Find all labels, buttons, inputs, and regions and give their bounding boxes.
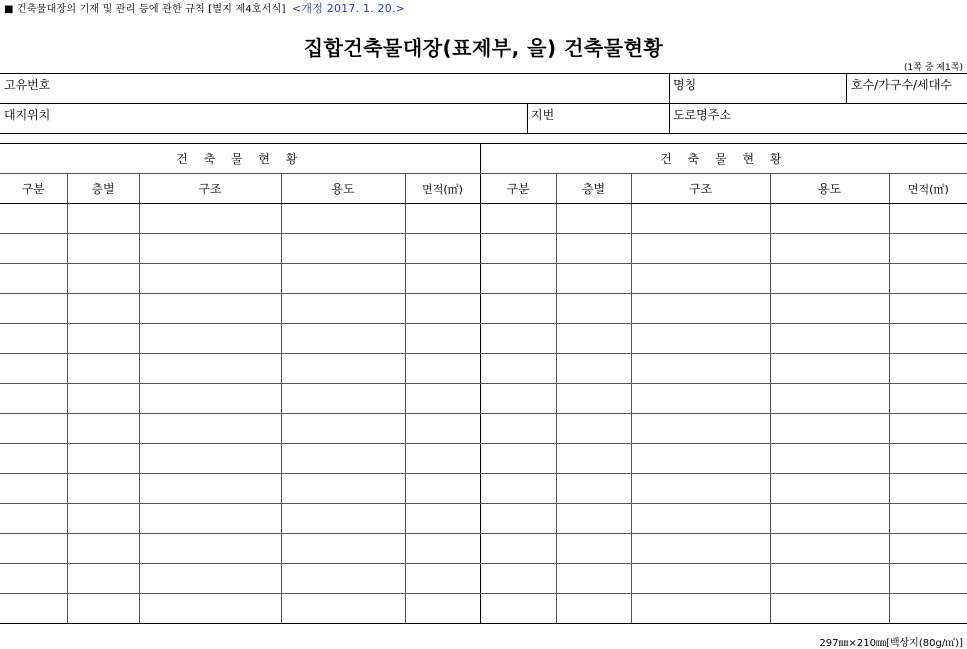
header-top-border xyxy=(0,73,967,74)
table-cell[interactable] xyxy=(405,324,480,354)
table-row xyxy=(0,564,967,594)
table-row xyxy=(0,504,967,534)
table-cell[interactable] xyxy=(770,204,889,234)
table-cell[interactable] xyxy=(889,414,967,444)
table-cell[interactable] xyxy=(0,564,67,594)
table-cell[interactable] xyxy=(889,474,967,504)
lot-number-label: 지번 xyxy=(531,108,555,122)
table-cell[interactable] xyxy=(139,204,281,234)
table-cell[interactable] xyxy=(556,354,631,384)
table-cell[interactable] xyxy=(770,384,889,414)
page-count: (1쪽 중 제1쪽) xyxy=(904,63,963,73)
table-cell[interactable] xyxy=(139,354,281,384)
table-cell[interactable] xyxy=(480,504,556,534)
col-use-left: 용도 xyxy=(281,174,405,204)
table-cell[interactable] xyxy=(889,534,967,564)
table-cell[interactable] xyxy=(67,594,139,624)
table-cell[interactable] xyxy=(889,324,967,354)
col-floor-right: 층별 xyxy=(556,174,631,204)
table-cell[interactable] xyxy=(631,264,770,294)
table-cell[interactable] xyxy=(631,294,770,324)
table-cell[interactable] xyxy=(556,204,631,234)
table-cell[interactable] xyxy=(281,204,405,234)
table-cell[interactable] xyxy=(770,534,889,564)
table-cell[interactable] xyxy=(281,504,405,534)
table-cell[interactable] xyxy=(0,504,67,534)
section-title-right: 건 축 물 현 황 xyxy=(480,144,967,174)
table-cell[interactable] xyxy=(556,414,631,444)
table-cell[interactable] xyxy=(0,384,67,414)
divider-lot xyxy=(527,103,528,133)
table-cell[interactable] xyxy=(631,444,770,474)
table-cell[interactable] xyxy=(480,264,556,294)
divider-road xyxy=(669,103,670,133)
col-area-right: 면적(㎡) xyxy=(889,174,967,204)
table-row xyxy=(0,444,967,474)
header-row-divider xyxy=(0,103,967,104)
table-cell[interactable] xyxy=(770,474,889,504)
table-cell[interactable] xyxy=(139,594,281,624)
table-cell[interactable] xyxy=(556,504,631,534)
table-cell[interactable] xyxy=(631,354,770,384)
name-label: 명칭 xyxy=(673,78,697,92)
col-structure-left: 구조 xyxy=(139,174,281,204)
table-cell[interactable] xyxy=(631,534,770,564)
table-cell[interactable] xyxy=(889,444,967,474)
table-cell[interactable] xyxy=(556,564,631,594)
table-cell[interactable] xyxy=(139,264,281,294)
table-cell[interactable] xyxy=(480,234,556,264)
table-cell[interactable] xyxy=(770,564,889,594)
table-cell[interactable] xyxy=(139,564,281,594)
table-row xyxy=(0,234,967,264)
table-row xyxy=(0,384,967,414)
table-cell[interactable] xyxy=(770,234,889,264)
table-cell[interactable] xyxy=(770,504,889,534)
table-cell[interactable] xyxy=(631,204,770,234)
col-use-right: 용도 xyxy=(770,174,889,204)
table-cell[interactable] xyxy=(889,384,967,414)
col-category-left: 구분 xyxy=(0,174,67,204)
table-cell[interactable] xyxy=(480,204,556,234)
column-header-row xyxy=(0,174,967,204)
table-cell[interactable] xyxy=(405,384,480,414)
paper-spec: 297㎜×210㎜[백상지(80g/㎡)] xyxy=(819,638,963,649)
table-cell[interactable] xyxy=(405,264,480,294)
table-cell[interactable] xyxy=(281,414,405,444)
table-row xyxy=(0,414,967,444)
table-cell[interactable] xyxy=(480,414,556,444)
table-cell[interactable] xyxy=(556,444,631,474)
table-cell[interactable] xyxy=(889,204,967,234)
table-cell[interactable] xyxy=(67,324,139,354)
form-notice-text: ■ 건축물대장의 기재 및 관리 등에 관한 규칙 [별지 제4호서식] xyxy=(4,4,286,15)
table-cell[interactable] xyxy=(405,594,480,624)
table-cell[interactable] xyxy=(889,294,967,324)
table-cell[interactable] xyxy=(139,534,281,564)
table-cell[interactable] xyxy=(556,324,631,354)
table-cell[interactable] xyxy=(67,414,139,444)
col-area-left: 면적(㎡) xyxy=(405,174,480,204)
table-cell[interactable] xyxy=(139,324,281,354)
table-cell[interactable] xyxy=(889,504,967,534)
table-cell[interactable] xyxy=(770,324,889,354)
table-cell[interactable] xyxy=(770,354,889,384)
table-cell[interactable] xyxy=(281,294,405,324)
table-cell[interactable] xyxy=(281,564,405,594)
table-cell[interactable] xyxy=(67,294,139,324)
table-cell[interactable] xyxy=(480,534,556,564)
table-row xyxy=(0,324,967,354)
table-cell[interactable] xyxy=(480,474,556,504)
table-cell[interactable] xyxy=(139,504,281,534)
table-cell[interactable] xyxy=(0,534,67,564)
table-cell[interactable] xyxy=(281,234,405,264)
table-cell[interactable] xyxy=(67,204,139,234)
table-cell[interactable] xyxy=(770,414,889,444)
form-notice xyxy=(4,0,405,16)
table-cell[interactable] xyxy=(480,354,556,384)
table-cell[interactable] xyxy=(631,384,770,414)
table-cell[interactable] xyxy=(67,234,139,264)
table-cell[interactable] xyxy=(631,474,770,504)
table-cell[interactable] xyxy=(0,204,67,234)
table-cell[interactable] xyxy=(480,564,556,594)
table-cell[interactable] xyxy=(281,534,405,564)
table-cell[interactable] xyxy=(405,414,480,444)
table-cell[interactable] xyxy=(556,474,631,504)
table-cell[interactable] xyxy=(0,444,67,474)
table-cell[interactable] xyxy=(889,354,967,384)
table-cell[interactable] xyxy=(480,324,556,354)
divider-units xyxy=(846,73,847,103)
col-floor-left: 층별 xyxy=(67,174,139,204)
table-cell[interactable] xyxy=(405,444,480,474)
table-cell[interactable] xyxy=(281,444,405,474)
table-cell[interactable] xyxy=(281,264,405,294)
table-cell[interactable] xyxy=(631,504,770,534)
section-title-row xyxy=(0,144,967,174)
table-cell[interactable] xyxy=(139,234,281,264)
table-cell[interactable] xyxy=(67,474,139,504)
table-cell[interactable] xyxy=(631,594,770,624)
table-cell[interactable] xyxy=(0,414,67,444)
col-category-right: 구분 xyxy=(480,174,556,204)
table-cell[interactable] xyxy=(0,594,67,624)
table-cell[interactable] xyxy=(631,234,770,264)
table-cell[interactable] xyxy=(405,354,480,384)
site-location-label: 대지위치 xyxy=(4,108,51,122)
table-cell[interactable] xyxy=(0,324,67,354)
table-cell[interactable] xyxy=(67,444,139,474)
table-cell[interactable] xyxy=(0,474,67,504)
table-cell[interactable] xyxy=(139,474,281,504)
road-address-label: 도로명주소 xyxy=(673,108,731,122)
table-cell[interactable] xyxy=(631,324,770,354)
table-cell[interactable] xyxy=(67,384,139,414)
table-row xyxy=(0,354,967,384)
table-cell[interactable] xyxy=(480,294,556,324)
table-cell[interactable] xyxy=(139,384,281,414)
table-cell[interactable] xyxy=(67,534,139,564)
table-cell[interactable] xyxy=(139,294,281,324)
table-cell[interactable] xyxy=(0,294,67,324)
table-cell[interactable] xyxy=(480,384,556,414)
table-cell[interactable] xyxy=(405,474,480,504)
table-cell[interactable] xyxy=(405,294,480,324)
table-cell[interactable] xyxy=(281,324,405,354)
table-cell[interactable] xyxy=(405,234,480,264)
table-cell[interactable] xyxy=(405,564,480,594)
table-cell[interactable] xyxy=(889,264,967,294)
table-row xyxy=(0,474,967,504)
table-cell[interactable] xyxy=(405,504,480,534)
table-cell[interactable] xyxy=(556,264,631,294)
revision-date: <개정 2017. 1. 20.> xyxy=(292,2,406,15)
table-cell[interactable] xyxy=(770,264,889,294)
table-body xyxy=(0,204,967,624)
table-cell[interactable] xyxy=(139,414,281,444)
units-label: 호수/가구수/세대수 xyxy=(851,78,952,92)
building-status-table xyxy=(0,143,967,624)
table-cell[interactable] xyxy=(770,594,889,624)
table-cell[interactable] xyxy=(67,354,139,384)
table-row xyxy=(0,294,967,324)
table-cell[interactable] xyxy=(889,234,967,264)
table-cell[interactable] xyxy=(480,444,556,474)
header-bottom-border xyxy=(0,133,967,134)
table-cell[interactable] xyxy=(556,384,631,414)
table-row xyxy=(0,264,967,294)
table-cell[interactable] xyxy=(405,204,480,234)
table-row xyxy=(0,594,967,624)
table-cell[interactable] xyxy=(480,594,556,624)
table-row xyxy=(0,534,967,564)
table-cell[interactable] xyxy=(770,294,889,324)
table-cell[interactable] xyxy=(889,564,967,594)
table-cell[interactable] xyxy=(556,294,631,324)
table-cell[interactable] xyxy=(556,534,631,564)
table-cell[interactable] xyxy=(281,354,405,384)
table-cell[interactable] xyxy=(631,564,770,594)
page-title: 집합건축물대장(표제부, 을) 건축물현황 xyxy=(303,36,664,60)
table-cell[interactable] xyxy=(67,504,139,534)
table-cell[interactable] xyxy=(281,384,405,414)
table-cell[interactable] xyxy=(405,534,480,564)
table-cell[interactable] xyxy=(631,414,770,444)
table-cell[interactable] xyxy=(0,234,67,264)
table-cell[interactable] xyxy=(139,444,281,474)
table-cell[interactable] xyxy=(770,444,889,474)
table-cell[interactable] xyxy=(0,264,67,294)
table-cell[interactable] xyxy=(889,594,967,624)
table-cell[interactable] xyxy=(556,234,631,264)
unique-number-label: 고유번호 xyxy=(4,78,51,92)
table-cell[interactable] xyxy=(0,354,67,384)
divider-name xyxy=(669,73,670,103)
table-cell[interactable] xyxy=(556,594,631,624)
table-row xyxy=(0,204,967,234)
col-structure-right: 구조 xyxy=(631,174,770,204)
table-cell[interactable] xyxy=(281,474,405,504)
table-cell[interactable] xyxy=(281,594,405,624)
table-cell[interactable] xyxy=(67,564,139,594)
table-cell[interactable] xyxy=(67,264,139,294)
section-title-left: 건 축 물 현 황 xyxy=(0,144,480,174)
